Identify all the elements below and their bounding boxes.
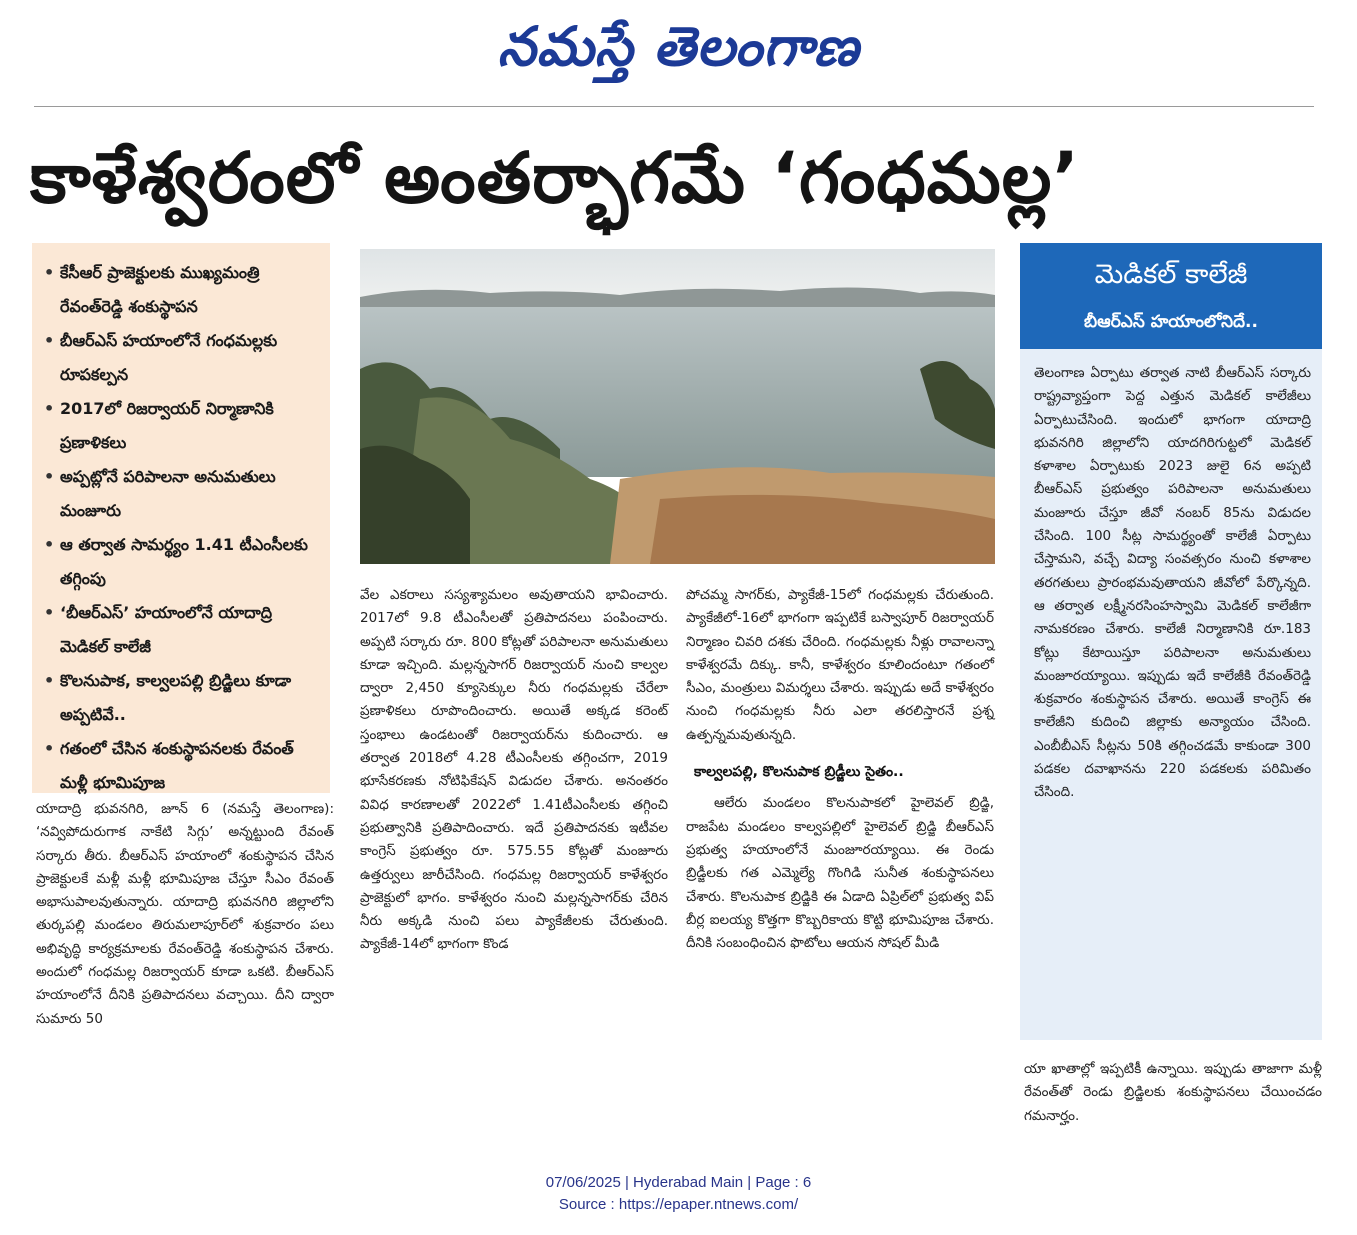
highlight-item: • బీఆర్‌ఎస్‌ హయాంలోనే గంధమల్లకు రూపకల్పన [42,324,322,391]
highlight-item: • ఆ తర్వాత సామర్థ్యం 1.41 టీఎంసీలకు తగ్గింపు [42,528,322,595]
sidebar-header [1020,243,1322,349]
highlight-item: • అప్పట్లోనే పరిపాలనా అనుమతులు మంజూరు [42,460,322,527]
article-text: ఆలేరు మండలం కొలనుపాకలో హైలెవల్‌ బ్రిడ్జి, రాజపేట మండలం కాల్వపల్లిలో హైలెవల్‌ బ్రిడ్జి బీఆర్‌ఎస్‌ ప్రభుత్వ హయాంలోనే మంజూరయ్యాయి. ఈ రెండు బ్రిడ్జీలకు గత ఎమ్మెల్యే గొంగిడి సునీత శంకుస్థాపనలు చేశారు. కొలనుపాక బ్రిడ్జికి ఈ ఏడాది ఏప్రిల్‌లో ప్రభుత్వ విప్‌ బీర్ల ఐలయ్య కొత్తగా కొబ్బరికాయ కొట్టి భూమిపూజ చేశారు. దీనికి సంబంధించిన ఫొటోలు ఆయన సోషల్‌ మీడి [686,795,994,952]
headline: కాళేశ్వరంలో అంతర్భాగమే ‘గంధమల్ల’ [30,137,1080,219]
masthead-logo: నమస్తే తెలంగాణ [497,14,860,78]
footer-edition-info: 07/06/2025 | Hyderabad Main | Page : 6 [545,1174,812,1191]
highlights-box [32,243,330,793]
article-column-3 [686,584,994,955]
sidebar-text: తెలంగాణ ఏర్పాటు తర్వాత నాటి బీఆర్‌ఎస్‌ సర్కారు రాష్ట్రవ్యాప్తంగా పెద్ద ఎత్తున మెడికల్‌ కాలేజీలు ఏర్పాటుచేసింది. ఇందులో భాగంగా యాదాద్రి భువనగిరి జిల్లాలోని యాదగిరిగుట్టలో మెడికల్‌ కళాశాల ఏర్పాటుకు 2023 జులై 6న అప్పటి బీఆర్‌ఎస్‌ ప్రభుత్వం పరిపాలనా అనుమతులు మంజూరు చేస్తూ జీవో నంబర్‌ 85ను విడుదల చేసింది. 100 సీట్ల సామర్థ్యంతో కాలేజీ ఏర్పాటు చేస్తామని, వచ్చే విద్యా సంవత్సరం నుంచి కళాశాల తరగతులు ప్రారంభమవుతాయని జీవోలో పేర్కొన్నది. ఆ తర్వాత లక్ష్మీనరసింహస్వామి మెడికల్‌ కాలేజీగా నామకరణం చేశారు. కాలేజీ నిర్మాణానికి రూ.183 కోట్లు కేటాయిస్తూ పరిపాలనా అనుమతులు మంజూరయ్యాయి. ఇప్పుడు ఇదే కాలేజీకి రేవంత్‌రెడ్డి శుక్రవారం శంకుస్థాపన చేశారు. అయితే కాంగ్రెస్‌ ఈ కాలేజీని కుదించి జిల్లాకు అన్యాయం చేసింది. ఎంబీబీఎస్‌ సీట్లను 50కి తగ్గించడమే కాకుండా 300 పడకల దవాఖానను 220 పడకలకు పరిమితం చేసింది. [1034,365,1311,801]
article-subheading: కాల్వలపల్లి, కొలనుపాక బ్రిడ్జీలు సైతం.. [694,764,904,781]
page-footer [0,1172,1357,1216]
reservoir-photo [360,249,995,564]
highlight-item: • కొలనుపాక, కాల్వలపల్లి బ్రిడ్జిలు కూడా అప్పటివే.. [42,664,322,731]
footer-source-link[interactable]: Source : https://epaper.ntnews.com/ [558,1196,799,1213]
article-continuation [1024,1058,1322,1128]
masthead-divider [34,106,1314,107]
article-column-1 [36,798,334,1031]
highlight-item: • 2017లో రిజర్వాయర్‌ నిర్మాణానికి ప్రణాళికలు [42,392,322,459]
article-text: యాదాద్రి భువనగిరి, జూన్‌ 6 (నమస్తే తెలంగాణ): ‘నవ్విపోదురుగాక నాకేటి సిగ్గు’ అన్నట్టుంది రేవంత్‌ సర్కారు తీరు. బీఆర్‌ఎస్‌ హయాంలో శంకుస్థాపన చేసిన ప్రాజెక్టులకే మళ్లీ మళ్లీ భూమిపూజ చేస్తూ సీఎం రేవంత్‌ అభాసుపాలవుతున్నారు. యాదాద్రి భువనగిరి జిల్లాలోని తుర్కపల్లి మండలం తిరుమలాపూర్‌లో శుక్రవారం పలు అభివృద్ధి కార్యక్రమాలకు రేవంత్‌రెడ్డి శంకుస్థాపన చేశారు. అందులో గంధమల్ల రిజర్వాయర్‌ కూడా ఒకటి. బీఆర్‌ఎస్‌ హయాంలోనే దీనికి ప్రతిపాదనలు వచ్చాయి. దీని ద్వారా సుమారు 50 [36,801,334,1027]
sidebar-column [1034,362,1311,805]
sidebar-subtitle: బీఆర్‌ఎస్‌ హయాంలోనిదే.. [1084,312,1258,332]
article-text: యా ఖాతాల్లో ఇప్పటికీ ఉన్నాయి. ఇప్పుడు తాజాగా మళ్లీ రేవంత్‌తో రెండు బ్రిడ్జిలకు శంకుస్థాపనలు చేయించడం గమనార్హం. [1024,1061,1322,1124]
sidebar-title: మెడికల్‌ కాలేజీ [1094,259,1248,290]
highlight-item: • ‘బీఆర్‌ఎస్‌’ హయాంలోనే యాదాద్రి మెడికల్‌ కాలేజీ [42,596,322,663]
article-text: వేల ఎకరాలు సస్యశ్యామలం అవుతాయని భావించారు. 2017లో 9.8 టీఎంసీలతో ప్రతిపాదనలు పంపించారు. అప్పటి సర్కారు రూ. 800 కోట్లతో పరిపాలనా అనుమతులు కూడా ఇచ్చింది. మల్లన్నసాగర్‌ రిజర్వాయర్‌ నుంచి కాల్వల ద్వారా 2,450 క్యూసెక్కుల నీరు గంధమల్లకు చేరేలా ప్రణాళికలు రూపొందించారు. అయితే అక్కడ కరెంట్‌ స్తంభాలు ఉండటంతో రిజర్వాయర్‌ను కుదించారు. ఆ తర్వాత 2018లో 4.28 టీఎంసీలకు తగ్గించగా, 2019 భూసేకరణకు నోటిఫికేషన్‌ విడుదల చేశారు. అనంతరం వివిధ కారణాలతో 2022లో 1.41టీఎంసీలకు తగ్గించి ప్రభుత్వానికి ప్రతిపాదించారు. ఇదే ప్రతిపాదనకు ఇటీవల కాంగ్రెస్‌ ప్రభుత్వం రూ. 575.55 కోట్లతో మంజూరు ఉత్తర్వులు జారీచేసింది. గంధమల్ల రిజర్వాయర్‌ కాళేశ్వరం ప్రాజెక్టులో భాగం. కాళేశ్వరం నుంచి మల్లన్నసాగర్‌కు చేరిన నీరు అక్కడి నుంచి పలు ప్యాకేజీలకు చేరుతుంది. ప్యాకేజీ-14లో భాగంగా కొండ [360,587,668,953]
article-text: పోచమ్మ సాగర్‌కు, ప్యాకేజీ-15లో గంధమల్లకు చేరుతుంది. ప్యాకేజీలో-16లో భాగంగా ఇప్పటికే బస్వాపూర్‌ రిజర్వాయర్‌ నిర్మాణం చివరి దశకు చేరింది. గంధమల్లకు నీళ్లు రావాలన్నా కాళేశ్వరమే దిక్కు. కానీ, కాళేశ్వరం కూలిందంటూ గతంలో సీఎం, మంత్రులు విమర్శలు చేశారు. ఇప్పుడు అదే కాళేశ్వరం నుంచి గంధమల్లకు నీరు ఎలా తరలిస్తారనే ప్రశ్న ఉత్పన్నమవుతున్నది. [686,587,994,743]
highlight-item: • గతంలో చేసిన శంకుస్థాపనలకు రేవంత్‌ మళ్లీ భూమిపూజ [42,732,322,799]
highlight-item: • కేసీఆర్‌ ప్రాజెక్టులకు ముఖ్యమంత్రి రేవంత్‌రెడ్డి శంకుస్థాపన [42,256,322,323]
article-column-2 [360,584,668,957]
